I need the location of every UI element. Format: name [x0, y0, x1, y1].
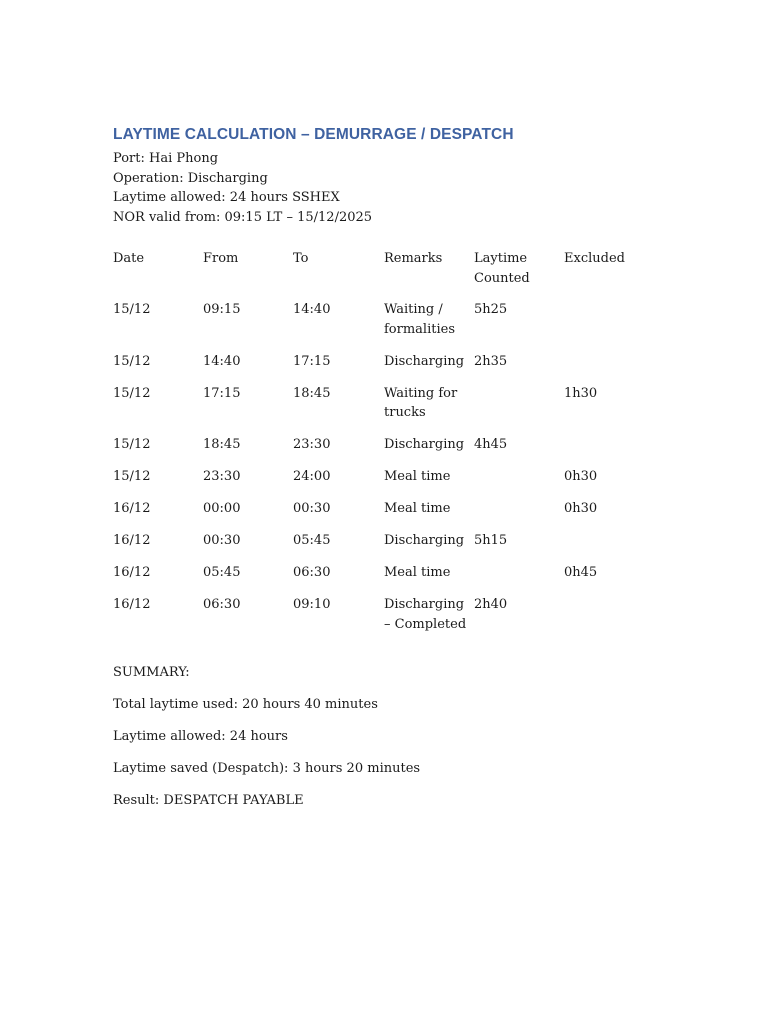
cell-excluded [564, 595, 654, 647]
cell-remarks: Meal time [384, 469, 451, 484]
cell-from: 17:15 [203, 385, 241, 401]
summary-heading: SUMMARY: [113, 664, 190, 680]
meta-port: Port: Hai Phong [113, 151, 219, 166]
cell-from: 05:45 [203, 565, 241, 580]
cell-date: 16/12 [113, 565, 151, 580]
laytime-table [113, 249, 654, 647]
cell-excluded: 0h45 [564, 565, 598, 580]
cell-laytime-counted [474, 467, 564, 499]
table-body [113, 300, 654, 647]
cell-date: 15/12 [113, 353, 151, 369]
cell-from: 00:00 [203, 501, 241, 516]
cell-from: 06:30 [203, 597, 241, 612]
cell-excluded [564, 352, 654, 384]
meta-laytime-allowed: Laytime allowed: 24 hours SSHEX [113, 190, 340, 205]
cell-date: 15/12 [113, 469, 151, 484]
summary-laytime-allowed: Laytime allowed: 24 hours [113, 728, 288, 744]
cell-remarks: Discharging [384, 533, 465, 548]
document-title: LAYTIME CALCULATION – DEMURRAGE / DESPATCH [113, 126, 514, 143]
table-row [113, 435, 654, 467]
header-from: From [203, 251, 239, 266]
cell-excluded [564, 435, 654, 467]
cell-to: 23:30 [293, 437, 331, 452]
table-row [113, 563, 654, 595]
cell-from: 09:15 [203, 302, 241, 317]
cell-to: 18:45 [293, 385, 331, 401]
cell-remarks: Meal time [384, 565, 451, 580]
document-page [113, 125, 673, 823]
cell-from: 18:45 [203, 437, 241, 452]
cell-to: 05:45 [293, 533, 331, 548]
cell-from: 14:40 [203, 353, 241, 369]
cell-remarks: Waiting for trucks [384, 385, 458, 420]
cell-date: 16/12 [113, 533, 151, 548]
document-meta [113, 149, 673, 227]
cell-excluded [564, 531, 654, 563]
cell-date: 15/12 [113, 437, 151, 452]
cell-remarks: Meal time [384, 501, 451, 516]
cell-laytime-counted: 5h15 [474, 533, 508, 548]
summary-section [113, 663, 673, 811]
cell-date: 15/12 [113, 302, 151, 317]
cell-remarks: Discharging [384, 437, 465, 452]
cell-to: 14:40 [293, 302, 331, 317]
cell-excluded: 0h30 [564, 469, 598, 484]
cell-to: 00:30 [293, 501, 331, 516]
cell-from: 00:30 [203, 533, 241, 548]
header-excluded: Excluded [564, 251, 625, 266]
header-to: To [293, 251, 309, 266]
summary-total-used: Total laytime used: 20 hours 40 minutes [113, 696, 378, 712]
cell-excluded: 1h30 [564, 385, 598, 401]
cell-to: 09:10 [293, 597, 331, 612]
cell-laytime-counted [474, 384, 564, 436]
cell-laytime-counted: 2h35 [474, 353, 508, 369]
table-row [113, 595, 654, 647]
cell-to: 17:15 [293, 353, 331, 369]
cell-remarks: Discharging – Completed [384, 597, 467, 632]
cell-remarks: Discharging [384, 353, 465, 369]
table-row [113, 499, 654, 531]
table-row [113, 352, 654, 384]
cell-laytime-counted [474, 499, 564, 531]
cell-remarks: Waiting / formalities [384, 302, 455, 337]
table-row [113, 384, 654, 436]
cell-to: 24:00 [293, 469, 331, 484]
header-date: Date [113, 251, 145, 266]
cell-date: 16/12 [113, 597, 151, 612]
cell-date: 16/12 [113, 501, 151, 516]
table-row [113, 300, 654, 352]
cell-laytime-counted [474, 563, 564, 595]
header-remarks: Remarks [384, 251, 443, 266]
meta-nor-valid-from: NOR valid from: 09:15 LT – 15/12/2025 [113, 209, 373, 225]
cell-laytime-counted: 2h40 [474, 597, 508, 612]
table-row [113, 531, 654, 563]
cell-excluded: 0h30 [564, 501, 598, 516]
cell-to: 06:30 [293, 565, 331, 580]
meta-operation: Operation: Discharging [113, 170, 268, 186]
summary-laytime-saved: Laytime saved (Despatch): 3 hours 20 minutes [113, 760, 421, 776]
summary-result: Result: DESPATCH PAYABLE [113, 792, 304, 808]
cell-date: 15/12 [113, 385, 151, 401]
table-header-row [113, 249, 654, 300]
table-row [113, 467, 654, 499]
cell-excluded [564, 300, 654, 352]
cell-from: 23:30 [203, 469, 241, 484]
header-laytime-counted: Laytime Counted [474, 251, 530, 286]
cell-laytime-counted: 5h25 [474, 302, 508, 317]
cell-laytime-counted: 4h45 [474, 437, 508, 452]
